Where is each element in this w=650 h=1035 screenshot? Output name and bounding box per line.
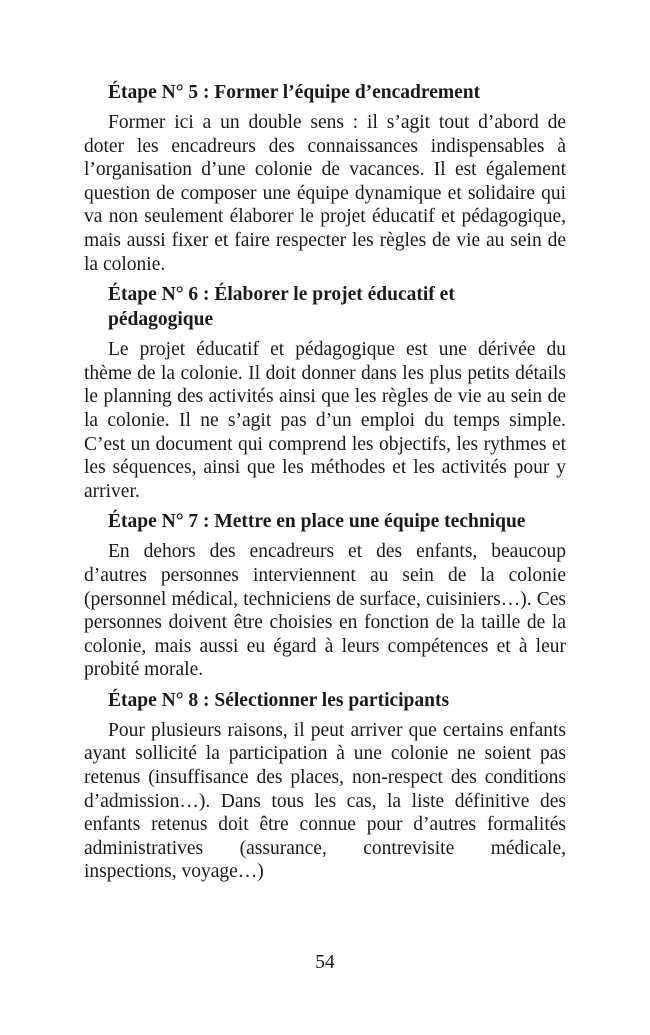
section-etape-8 — [84, 688, 566, 884]
section-paragraph: Pour plusieurs raisons, il peut arriver que certains enfants ayant sollicité la participation à une colonie ne soient pas retenus (insuffisance des places, non-respect des conditions d’admission…). Dans tous les cas, la liste définitive des enfants retenus doit être connue pour d’autres formalités administratives (assurance, contrevisite médicale, inspections, voyage…) — [84, 719, 566, 883]
page-number: 54 — [315, 952, 335, 973]
section-paragraph: En dehors des encadreurs et des enfants, beaucoup d’autres personnes interviennent au sein de la colonie (personnel médical, techniciens de surface, cuisiniers…). Ces personnes doivent être choisies en fonction de la taille de la colonie, mais aussi eu égard à leurs compétences et à leur probité morale. — [84, 541, 566, 681]
section-etape-7 — [84, 509, 566, 682]
section-etape-6 — [84, 282, 566, 503]
section-etape-5 — [84, 80, 566, 276]
page-content — [84, 80, 566, 890]
section-heading: Étape N° 8 : Sélectionner les participants — [108, 689, 450, 711]
section-paragraph: Le projet éducatif et pédagogique est une dérivée du thème de la colonie. Il doit donner dans les plus petits détails le planning des activités ainsi que les règles de vie au sein de la colonie. Il ne s’agit pas d’un emploi du temps simple. C’est un document qui comprend les objectifs, les rythmes et les séquences, ainsi que les méthodes et les activités pour y arriver. — [84, 339, 566, 502]
section-heading: Étape N° 5 : Former l’équipe d’encadrement — [108, 82, 481, 103]
section-paragraph: Former ici a un double sens : il s’agit tout d’abord de doter les encadreurs des connaissances indispensables à l’organisation d’une colonie de vacances. Il est également question de composer une équipe dynamique et solidaire qui va non seulement élaborer le projet éducatif et pédagogique, mais aussi fixer et faire respecter les règles de vie au sein de la colonie. — [84, 112, 566, 275]
section-heading: Étape N° 6 : Élaborer le projet éducatif et pédagogique — [108, 284, 455, 331]
section-heading: Étape N° 7 : Mettre en place une équipe technique — [108, 511, 526, 533]
